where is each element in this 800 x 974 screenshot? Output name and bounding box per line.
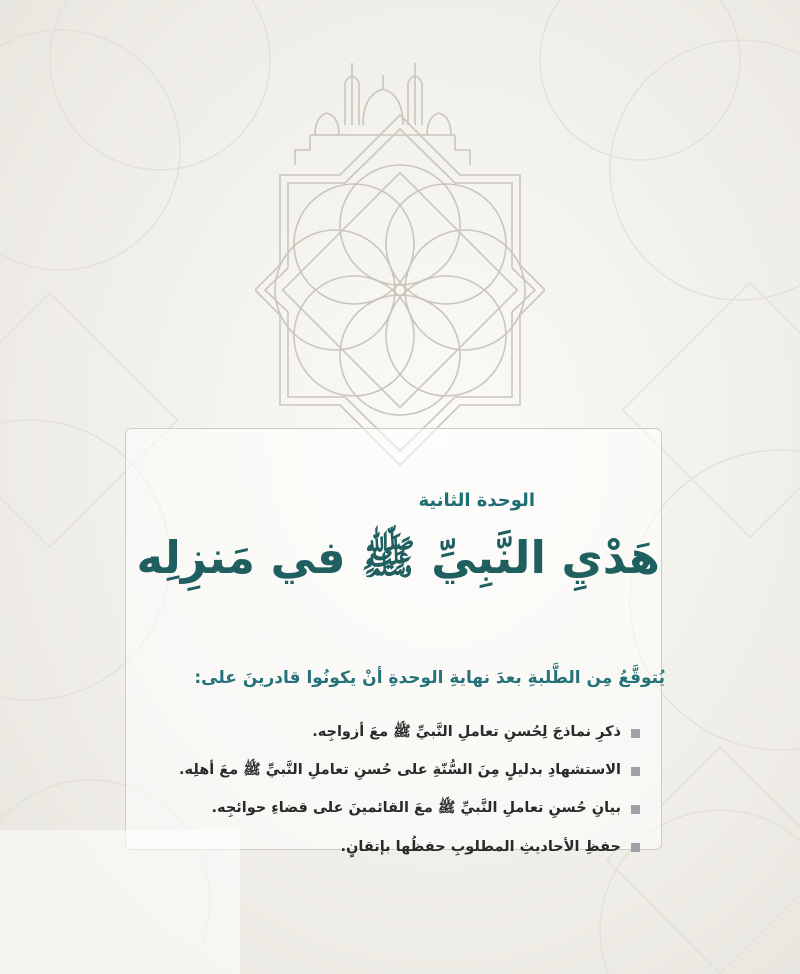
objectives-intro: يُتوقَّعُ مِن الطَّلبةِ بعدَ نهايةِ الوحدةِ أنْ يكونُوا قادرينَ على: [194, 668, 665, 688]
objective-text: حفظِ الأحاديثِ المطلوبِ حفظُها بإتقانٍ. [340, 839, 621, 855]
list-item [110, 714, 640, 752]
square-bullet-icon [631, 767, 640, 776]
objective-text: ذكرِ نماذجَ لِحُسنِ تعاملِ النَّبيِّ ﷺ معَ أزواجِه. [312, 723, 621, 740]
square-bullet-icon [631, 843, 640, 852]
objectives-list [110, 714, 640, 866]
square-bullet-icon [631, 805, 640, 814]
objective-text: الاستشهادِ بدليلٍ مِنَ السُّنّةِ على حُسنِ تعاملِ النَّبيِّ ﷺ معَ أهلِه. [179, 761, 621, 778]
list-item [110, 752, 640, 790]
square-bullet-icon [631, 729, 640, 738]
list-item [110, 790, 640, 828]
unit-label: الوحدة الثانية [418, 490, 535, 511]
list-item [110, 828, 640, 866]
lesson-title: هَدْيِ النَّبِيِّ ﷺ في مَنزِلِه [136, 531, 660, 584]
mosque-ornament-icon [255, 55, 545, 475]
objective-text: بيانِ حُسنِ تعاملِ النَّبيِّ ﷺ معَ القائمينَ على قضاءِ حوائجِه. [211, 799, 621, 816]
